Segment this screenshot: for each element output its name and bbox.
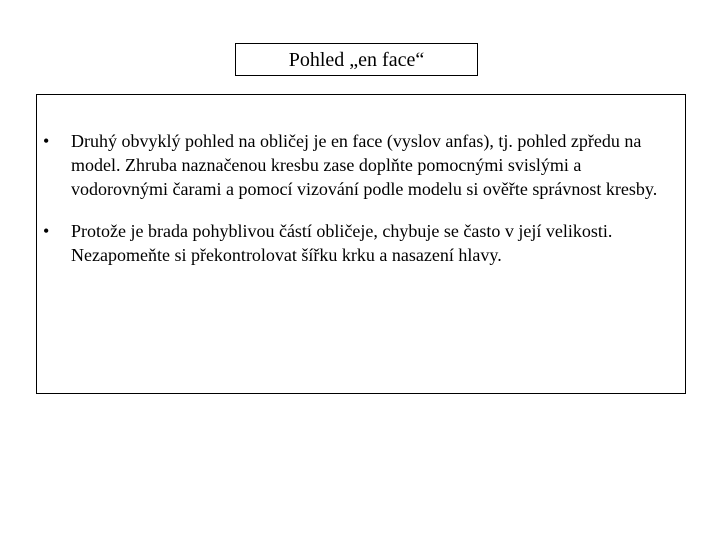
- slide-title-box: [235, 43, 478, 76]
- bullet-dot-icon: •: [43, 221, 50, 241]
- bullet-text-1: Druhý obvyklý pohled na obličej je en face (vyslov anfas), tj. pohled zpředu na model. Zhruba naznačenou kresbu zase doplňte pomocnými svislými a vodorovnými čarami a pomocí vizování podle modelu si ověřte správnost kresby.: [71, 131, 658, 199]
- bullet-dot-icon: •: [43, 131, 50, 151]
- bullet-list: [37, 129, 685, 285]
- slide-title: Pohled „en face“: [288, 48, 425, 71]
- bullet-text-2: Protože je brada pohyblivou částí obličeje, chybuje se často v její velikosti. Nezapomeňte si překontrolovat šířku krku a nasazení hlavy.: [71, 221, 613, 265]
- bullet-item-1: [37, 129, 685, 201]
- bullet-item-2: [37, 219, 685, 267]
- slide-content-box: [36, 94, 686, 394]
